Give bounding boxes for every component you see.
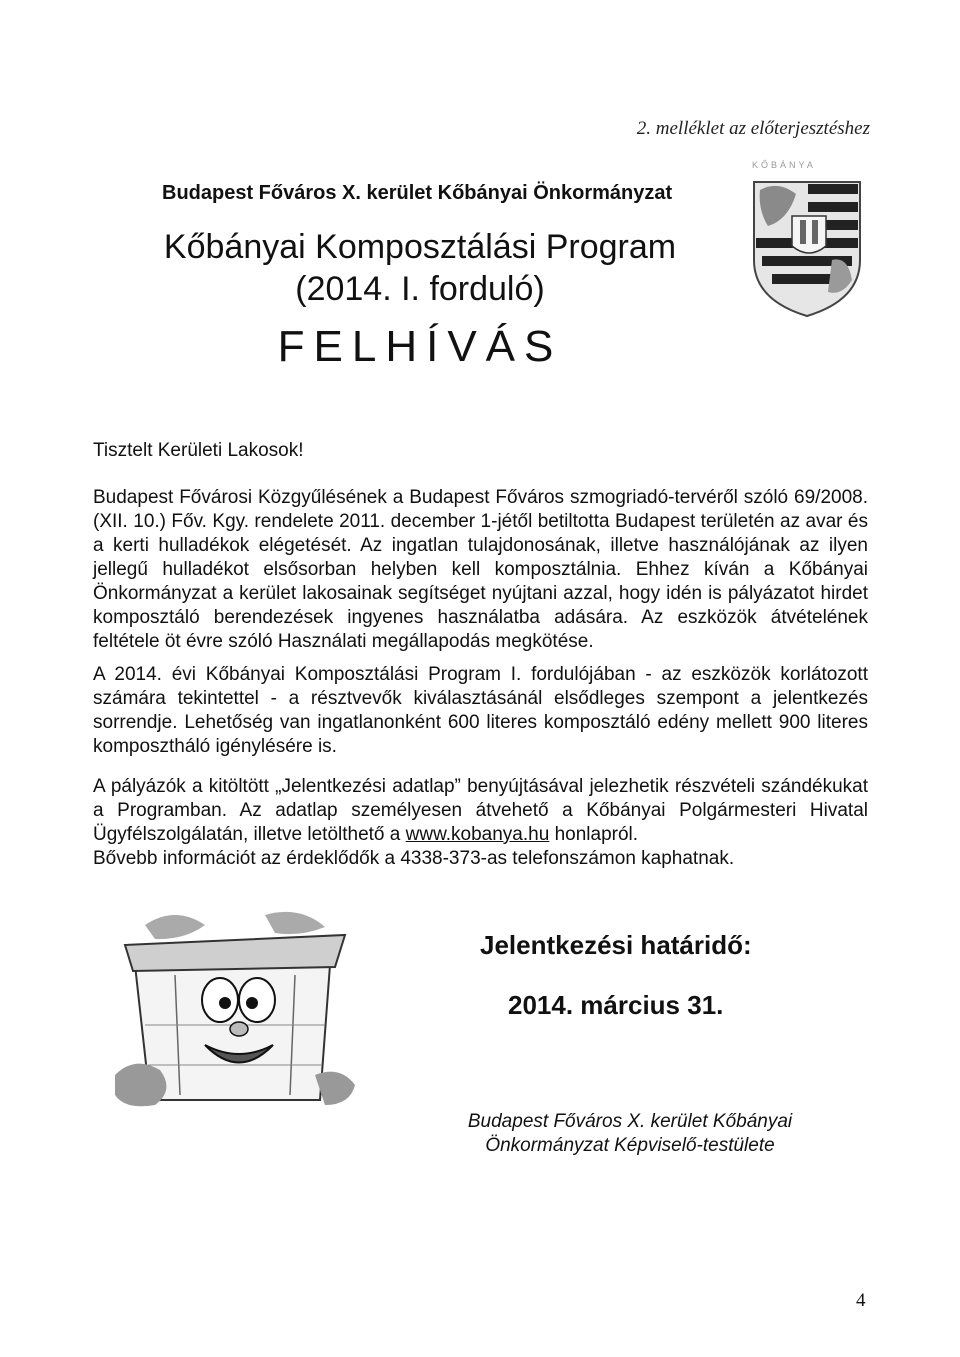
paragraph-3-text-end: honlapról. — [549, 824, 639, 845]
signature — [430, 1110, 830, 1158]
paragraph-1: Budapest Fővárosi Közgyűlésének a Budapest Főváros szmogriadó-tervéről szóló 69/2008. (XII. 10.) Főv. Kgy. rendelete 2011. december 1-jétől betiltotta Budapest területén az avar és a kerti hulladékok elégetését. Az ingatlan tulajdonosának, illetve használójának az ilyen jellegű hulladékot elsősorban helyben kell komposztálnia. Ehhez kíván a Kőbányai Önkormányzat a kerület lakosainak segítséget nyújtani azzal, hogy idén is pályázatot hirdet komposztáló berendezések ingyenes használatba adására. Az eszközök átvételének feltétele öt évre szóló Használati megállapodás megkötése. — [93, 487, 868, 652]
program-title-line-1: Kőbányai Komposztálási Program — [163, 228, 677, 266]
paragraph-3-text: A pályázók a kitöltött „Jelentkezési adatlap” benyújtásával jelezhetik részvételi szándékukat a Programban. Az adatlap személyesen átvehető a Kőbányai Polgármesteri Hivatal Ügyfélszolgálatán, illetve letölthető a — [93, 776, 868, 845]
website-link[interactable]: www.kobanya.hu — [405, 824, 550, 845]
deadline-date: 2014. március 31. — [508, 990, 724, 1020]
coat-of-arms-icon — [748, 160, 866, 320]
page-number: 4 — [856, 1290, 866, 1311]
compost-bin-illustration — [115, 905, 360, 1110]
call-heading: FELHÍVÁS — [277, 322, 563, 371]
info-line: Bővebb információt az érdeklődők a 4338-373-as telefonszámon kaphatnak. — [93, 848, 735, 869]
program-title — [150, 226, 690, 310]
signature-line-1: Budapest Főváros X. kerület Kőbányai — [467, 1111, 793, 1132]
crest-caption: KŐBÁNYA — [752, 160, 816, 170]
greeting: Tisztelt Kerületi Lakosok! — [93, 440, 304, 461]
paragraph-2: A 2014. évi Kőbányai Komposztálási Program I. fordulójában - az eszközök korlátozott számára tekintettel - a résztvevők kiválasztásánál elsődleges szempont a jelentkezés sorrendje. Lehetőség van ingatlanonként 600 literes komposztáló edény mellett 900 literes komposztháló igénylésére is. — [93, 664, 868, 757]
program-title-line-2: (2014. I. forduló) — [295, 270, 545, 308]
signature-line-2: Önkormányzat Képviselő-testülete — [485, 1135, 775, 1156]
paragraph-3 — [93, 775, 868, 871]
organization-name: Budapest Főváros X. kerület Kőbányai Önkormányzat — [162, 182, 673, 204]
deadline-label: Jelentkezési határidő: — [480, 930, 752, 960]
annex-note: 2. melléklet az előterjesztéshez — [636, 118, 870, 139]
